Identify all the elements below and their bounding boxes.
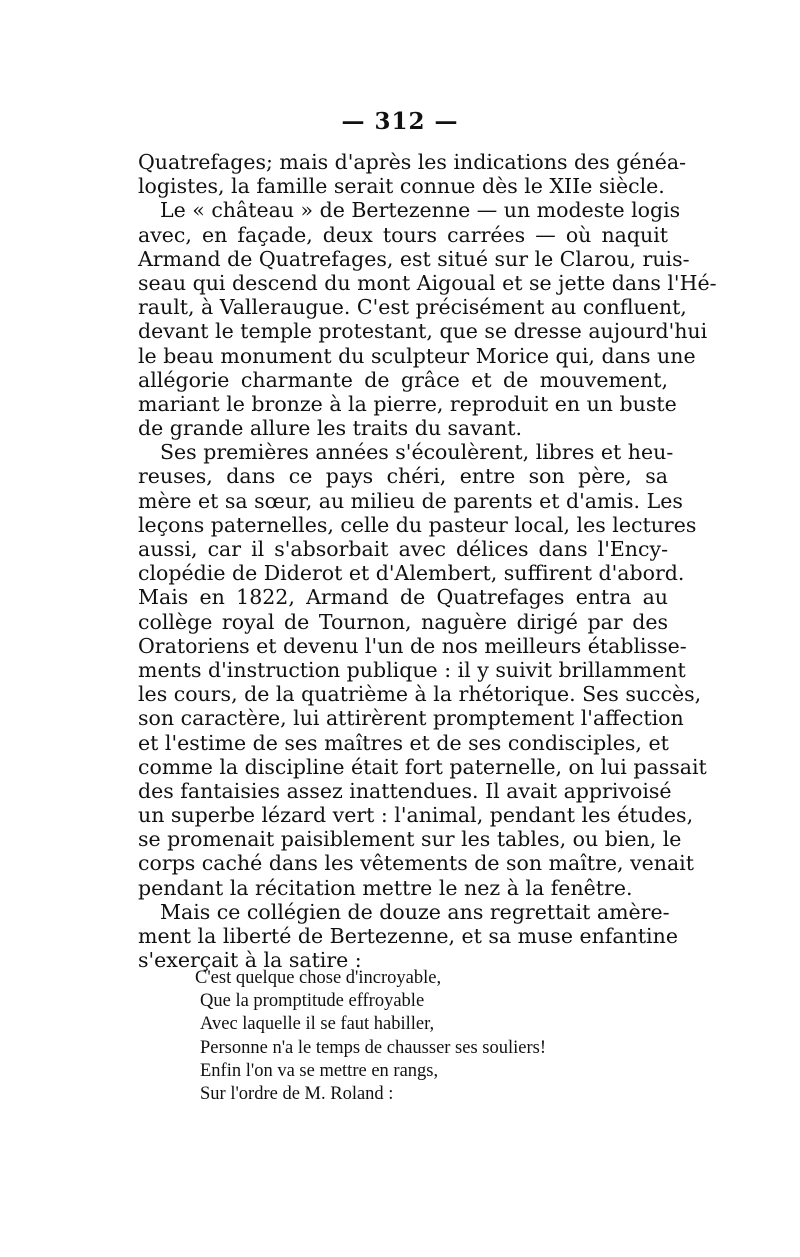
text-line: corps caché dans les vêtements de son maître, venait: [138, 851, 694, 876]
text-line: un superbe lézard vert : l'animal, pendant les études,: [138, 803, 694, 828]
verse-line: Que la promptitude effroyable: [200, 991, 425, 1012]
text-line: Quatrefages; mais d'après les indications des généa-: [138, 150, 687, 174]
text-line: clopédie de Diderot et d'Alembert, suffirent d'abord.: [138, 561, 685, 586]
text-line: collège royal de Tournon, naguère dirigé par des: [138, 609, 668, 634]
text-line: seau qui descend du mont Aigoual et se jette dans l'Hé-: [138, 270, 717, 295]
text-line: mariant le bronze à la pierre, reproduit en un buste: [138, 391, 677, 416]
text-line: Le « château » de Bertezenne — un modeste logis: [160, 198, 681, 223]
text-line: et l'estime de ses maîtres et de ses condisciples, et: [138, 730, 669, 755]
text-line: Armand de Quatrefages, est situé sur le Clarou, ruis-: [138, 246, 690, 271]
text-line: reuses, dans ce pays chéri, entre son père, sa: [138, 464, 668, 489]
verse-line: Sur l'ordre de M. Roland :: [200, 1083, 394, 1104]
text-line: rault, à Valleraugue. C'est précisément au confluent,: [138, 295, 687, 320]
text-line: Ses premières années s'écoulèrent, libres et heu-: [160, 440, 674, 465]
text-line: Oratoriens et devenu l'un de nos meilleurs établisse-: [138, 633, 687, 658]
text-line: aussi, car il s'absorbait avec délices dans l'Ency-: [138, 537, 668, 561]
verse-line: Avec laquelle il se faut habiller,: [200, 1014, 435, 1035]
page-number: — 312 —: [341, 108, 459, 135]
text-line: ment la liberté de Bertezenne, et sa muse enfantine: [138, 924, 678, 948]
text-line: Mais en 1822, Armand de Quatrefages entra au: [138, 585, 668, 610]
text-line: des fantaisies assez inattendues. Il avait apprivoisé: [138, 778, 672, 803]
verse-quotation: [175, 967, 645, 1106]
text-line: les cours, de la quatrième à la rhétorique. Ses succès,: [138, 682, 702, 707]
text-line: mère et sa sœur, au milieu de parents et d'amis. Les: [138, 488, 683, 513]
verse-line: Personne n'a le temps de chausser ses souliers!: [200, 1037, 547, 1058]
text-line: avec, en façade, deux tours carrées — où naquit: [138, 222, 668, 247]
text-line: leçons paternelles, celle du pasteur local, les lectures: [138, 512, 697, 537]
text-line: ments d'instruction publique : il y suivit brillamment: [138, 657, 686, 682]
text-line: se promenait paisiblement sur les tables, ou bien, le: [138, 827, 682, 852]
verse-line: Enfin l'on va se mettre en rangs,: [200, 1060, 439, 1081]
verse-line: C'est quelque chose d'incroyable,: [195, 968, 442, 988]
text-line: de grande allure les traits du savant.: [138, 416, 523, 441]
text-line: logistes, la famille serait connue dès le XIIe siècle.: [138, 174, 665, 199]
text-line: son caractère, lui attirèrent promptement l'affection: [138, 706, 684, 731]
text-line: pendant la récitation mettre le nez à la fenêtre.: [138, 875, 633, 900]
text-line: devant le temple protestant, que se dresse aujourd'hui: [138, 319, 708, 344]
text-line: allégorie charmante de grâce et de mouvement,: [138, 367, 668, 392]
body-text: [138, 150, 717, 973]
text-line: s'exerçait à la satire :: [138, 948, 362, 973]
text-line: comme la discipline était fort paternelle, on lui passait: [138, 754, 707, 779]
text-line: le beau monument du sculpteur Morice qui, dans une: [138, 343, 696, 368]
text-line: Mais ce collégien de douze ans regrettait amère-: [160, 899, 670, 924]
